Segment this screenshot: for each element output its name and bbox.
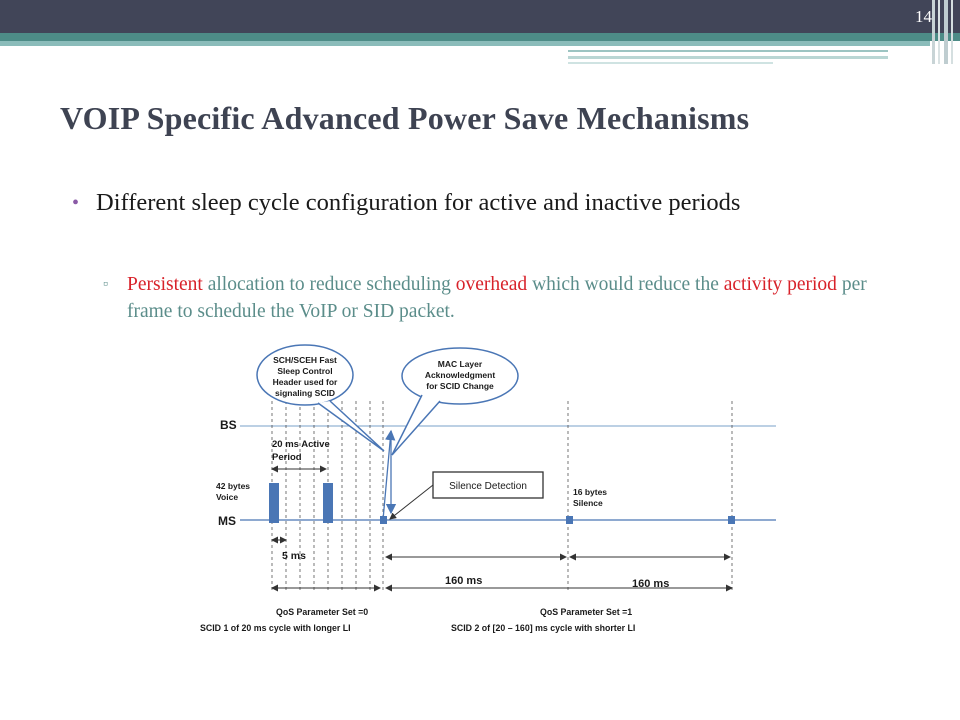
sub-bullet-text: Persistent allocation to reduce scheduling overhead which would reduce the activity period per frame to schedule the VoIP or SID packet.	[127, 274, 867, 322]
header-bar	[0, 0, 960, 33]
qos-right-line: QoS Parameter Set =1	[540, 607, 633, 617]
decor-vline	[944, 0, 948, 64]
five-ms-label: 5 ms	[282, 550, 306, 562]
decor-vline	[951, 0, 953, 64]
square-bullet-icon: ▫	[103, 277, 108, 292]
silence-label: 16 bytes	[573, 487, 608, 497]
callout-left-line: Sleep Control	[277, 366, 333, 376]
signal-arrow	[383, 431, 391, 520]
decor-line	[568, 50, 888, 52]
callout-right-line: for SCID Change	[426, 381, 494, 391]
voice-pulse	[323, 483, 333, 523]
bullet-text: Different sleep cycle configuration for active and inactive periods	[96, 189, 741, 216]
ms-label: MS	[218, 514, 236, 528]
callout-left-line: signaling SCID	[275, 388, 335, 398]
span-160-b: 160 ms	[632, 578, 670, 590]
decor-vline	[932, 0, 935, 64]
voice-pulse	[269, 483, 279, 523]
header-band	[0, 33, 960, 41]
callout-right-line: MAC Layer	[437, 359, 483, 369]
header-band-light	[0, 41, 930, 46]
qos-right-line: SCID 2 of [20 – 160] ms cycle with shorter LI	[451, 623, 636, 633]
callout-right-line: Acknowledgment	[424, 370, 496, 380]
voip-timing-diagram	[190, 343, 780, 643]
silence-label: Silence	[573, 498, 603, 508]
decor-vline	[938, 0, 940, 64]
bullet-item	[72, 188, 912, 218]
decor-line	[568, 62, 773, 64]
callout-left-line: SCH/SCEH Fast	[273, 355, 337, 365]
qos-left-line: QoS Parameter Set =0	[276, 607, 369, 617]
sub-bullet-item	[103, 271, 903, 325]
sid-pulse	[566, 516, 573, 524]
page-number: 14	[915, 7, 932, 26]
bs-label: BS	[220, 418, 237, 432]
slide-title: VOIP Specific Advanced Power Save Mechanisms	[60, 100, 750, 136]
silence-detection-arrow	[390, 485, 433, 519]
voice-label: 42 bytes	[216, 481, 251, 491]
silence-detection-label: Silence Detection	[449, 481, 527, 492]
decor-line	[568, 56, 888, 59]
span-160-a: 160 ms	[445, 575, 483, 587]
sid-pulse	[728, 516, 735, 524]
active-period-label: Period	[272, 452, 302, 463]
callout-right-tail	[392, 395, 440, 455]
bullet-dot-icon: •	[72, 192, 80, 214]
voice-label: Voice	[216, 492, 239, 502]
active-period-label: 20 ms Active	[272, 439, 330, 450]
qos-left-line: SCID 1 of 20 ms cycle with longer LI	[200, 623, 351, 633]
callout-left-line: Header used for	[272, 377, 338, 387]
